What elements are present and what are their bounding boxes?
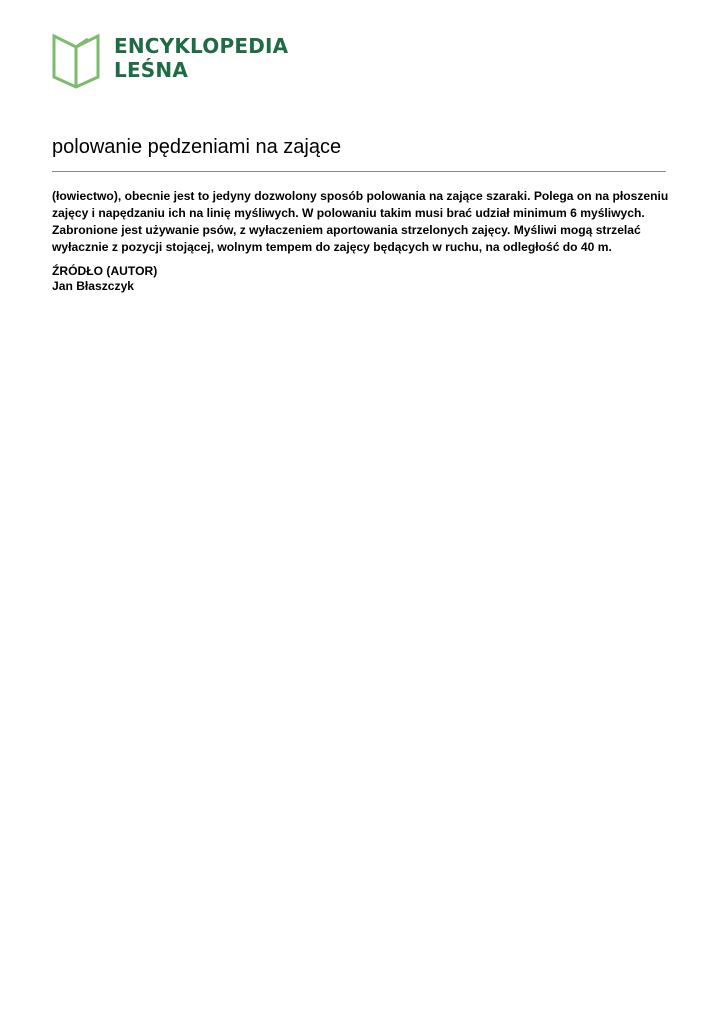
open-book-icon: [52, 33, 100, 89]
entry-definition: (łowiectwo), obecnie jest to jedyny dozwolony sposób polowania na zające szaraki. Polega on na płoszeniu zajęcy i napędzaniu ich na linię myśliwych. W polowaniu takim musi brać udział minimum 6 myśliwych. Zabronione jest używanie psów, z wyłaczeniem aportowania strzelonych zajęcy. Myśliwi mogą strzelać wyłacznie z pozycji stojącej, wolnym tempem do zajęcy będących w ruchu, na odległość do 40 m.: [52, 189, 669, 254]
logo-line-1: ENCYKLOPEDIA: [114, 34, 289, 58]
title-divider: [52, 171, 666, 172]
entry-title: polowanie pędzeniami na zające: [52, 136, 342, 158]
source-author: Jan Błaszczyk: [52, 279, 135, 293]
logo-wordmark: [114, 34, 288, 82]
logo-line-2: LEŚNA: [114, 58, 189, 82]
site-logo: [52, 33, 288, 89]
source-label: ŹRÓDŁO (AUTOR): [52, 264, 158, 278]
